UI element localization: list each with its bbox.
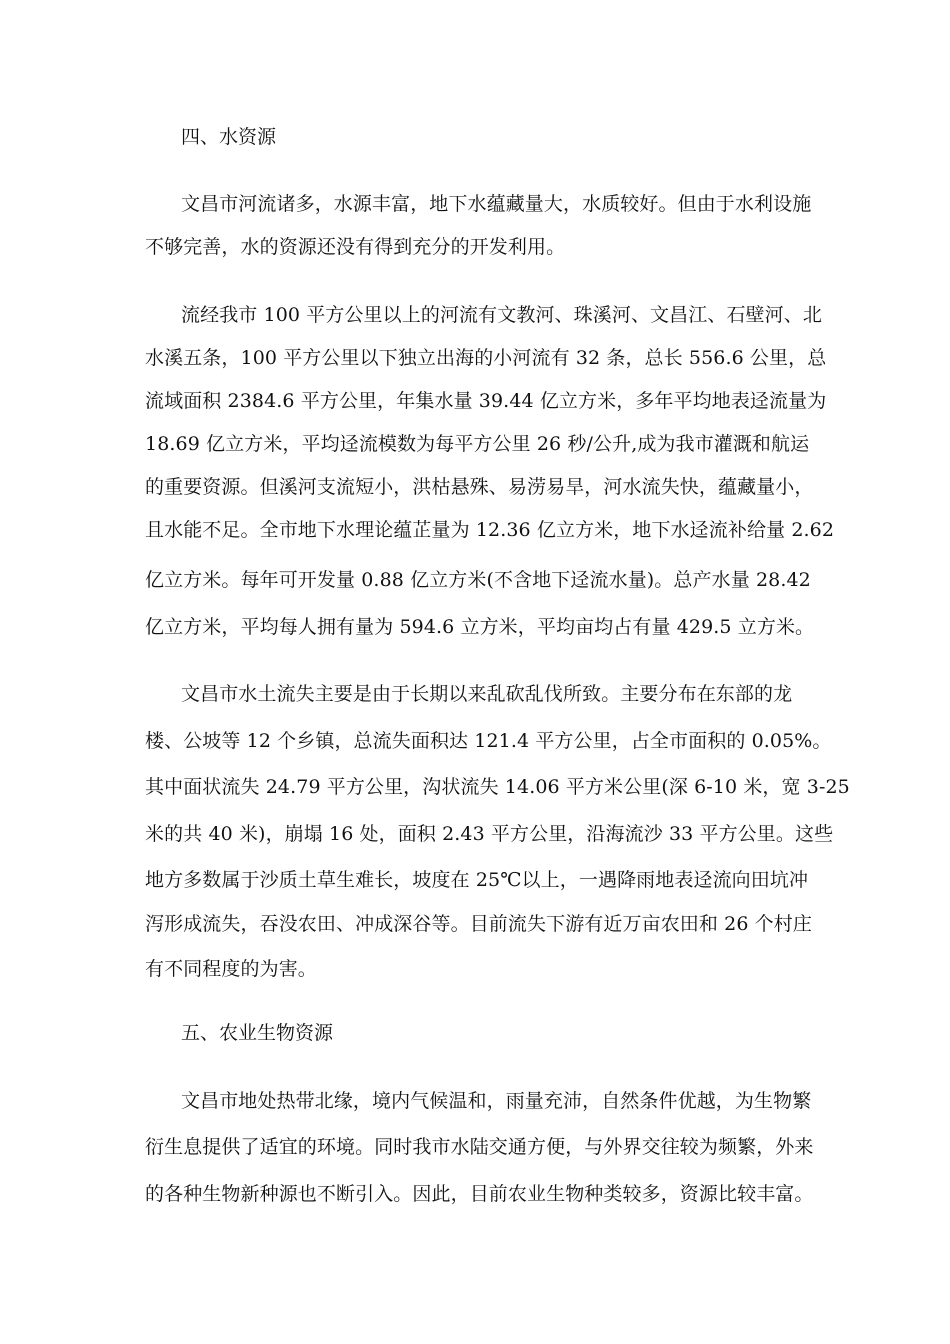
paragraph-line: 泻形成流失，吞没农田、冲成深谷等。目前流失下游有近万亩农田和 26 个村庄 xyxy=(145,913,812,935)
paragraph-line: 其中面状流失 24.79 平方公里，沟状流失 14.06 平方米公里(深 6-10 米，宽 3-25 xyxy=(145,776,850,798)
paragraph-line: 米的共 40 米)，崩塌 16 处，面积 2.43 平方公里，沿海流沙 33 平方公里。这些 xyxy=(145,823,834,845)
paragraph-line: 的各种生物新种源也不断引入。因此，目前农业生物种类较多，资源比较丰富。 xyxy=(145,1183,814,1205)
section-heading-water-resources: 四、水资源 xyxy=(181,126,277,148)
paragraph-line: 文昌市河流诸多，水源丰富，地下水蕴藏量大，水质较好。但由于水利设施 xyxy=(181,193,812,215)
paragraph-line: 衍生息提供了适宜的环境。同时我市水陆交通方便，与外界交往较为频繁，外来 xyxy=(145,1136,814,1158)
paragraph-line: 地方多数属于沙质土草生难长，坡度在 25℃以上，一遇降雨地表迳流向田坑冲 xyxy=(145,869,809,891)
paragraph-line: 且水能不足。全市地下水理论蕴芷量为 12.36 亿立方米，地下水迳流补给量 2.62 xyxy=(145,519,835,541)
section-heading-agricultural-biological-resources: 五、农业生物资源 xyxy=(181,1022,334,1044)
paragraph-line: 流域面积 2384.6 平方公里，年集水量 39.44 亿立方米，多年平均地表迳流量为 xyxy=(145,390,827,412)
paragraph-line: 亿立方米。每年可开发量 0.88 亿立方米(不含地下迳流水量)。总产水量 28.42 xyxy=(145,569,811,591)
paragraph-line: 流经我市 100 平方公里以上的河流有文教河、珠溪河、文昌江、石壁河、北 xyxy=(181,304,822,326)
paragraph-line: 亿立方米，平均每人拥有量为 594.6 立方米，平均亩均占有量 429.5 立方米。 xyxy=(145,616,815,638)
paragraph-line: 有不同程度的为害。 xyxy=(145,958,317,980)
paragraph-line: 的重要资源。但溪河支流短小，洪枯悬殊、易涝易旱，河水流失快，蕴藏量小， xyxy=(145,476,814,498)
paragraph-line: 文昌市地处热带北缘，境内气候温和，雨量充沛，自然条件优越，为生物繁 xyxy=(181,1090,812,1112)
paragraph-line: 文昌市水土流失主要是由于长期以来乱砍乱伐所致。主要分布在东部的龙 xyxy=(181,683,793,705)
paragraph-line: 水溪五条，100 平方公里以下独立出海的小河流有 32 条，总长 556.6 公里，总 xyxy=(145,347,827,369)
paragraph-line: 18.69 亿立方米，平均迳流模数为每平方公里 26 秒/公升,成为我市灌溉和航运 xyxy=(145,433,810,455)
paragraph-line: 楼、公坡等 12 个乡镇，总流失面积达 121.4 平方公里，占全市面积的 0.05%。 xyxy=(145,730,832,752)
paragraph-line: 不够完善，水的资源还没有得到充分的开发利用。 xyxy=(145,236,566,258)
